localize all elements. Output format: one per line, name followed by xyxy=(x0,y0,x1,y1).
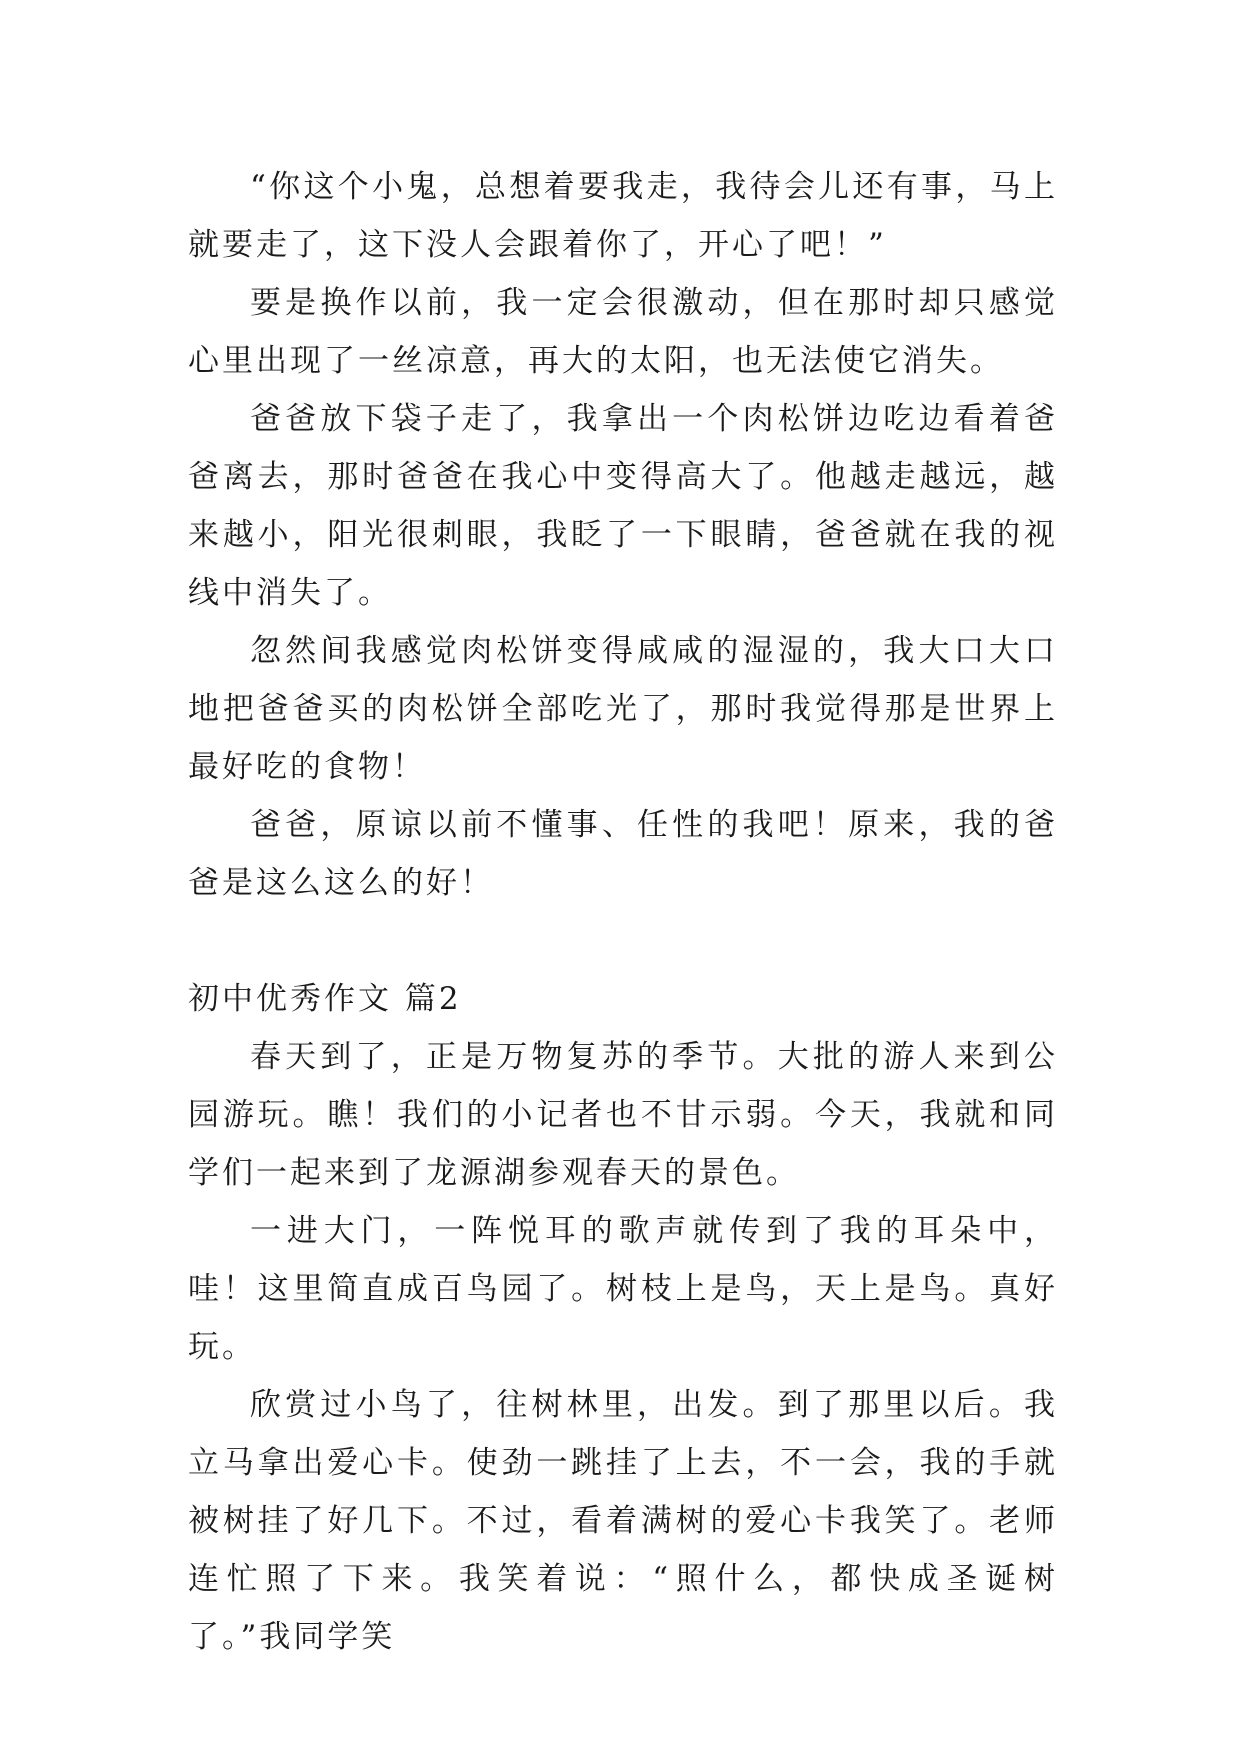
paragraph: 要是换作以前，我一定会很激动，但在那时却只感觉心里出现了一丝凉意，再大的太阳，也无法使它消失。 xyxy=(188,285,1058,379)
paragraph: 忽然间我感觉肉松饼变得咸咸的湿湿的，我大口大口地把爸爸买的肉松饼全部吃光了，那时我觉得那是世界上最好吃的食物！ xyxy=(188,633,1058,785)
paragraph: 欣赏过小鸟了，往树林里，出发。到了那里以后。我立马拿出爱心卡。使劲一跳挂了上去，不一会，我的手就被树挂了好几下。不过，看着满树的爱心卡我笑了。老师连忙照了下来。我笑着说：“照什么，都快成圣诞树了。”我同学笑 xyxy=(188,1387,1058,1655)
paragraph: 爸爸放下袋子走了，我拿出一个肉松饼边吃边看着爸爸离去，那时爸爸在我心中变得高大了。他越走越远，越来越小，阳光很刺眼，我眨了一下眼睛，爸爸就在我的视线中消失了。 xyxy=(188,401,1058,611)
paragraph: “你这个小鬼，总想着要我走，我待会儿还有事，马上就要走了，这下没人会跟着你了，开心了吧！” xyxy=(188,169,1058,263)
document-page xyxy=(188,158,1058,1666)
paragraph: 一进大门，一阵悦耳的歌声就传到了我的耳朵中，哇！这里简直成百鸟园了。树枝上是鸟，天上是鸟。真好玩。 xyxy=(188,1213,1058,1365)
paragraph: 春天到了，正是万物复苏的季节。大批的游人来到公园游玩。瞧！我们的小记者也不甘示弱。今天，我就和同学们一起来到了龙源湖参观春天的景色。 xyxy=(188,1039,1058,1191)
section-title: 初中优秀作文 篇2 xyxy=(188,981,462,1017)
paragraph: 爸爸，原谅以前不懂事、任性的我吧！原来，我的爸爸是这么这么的好！ xyxy=(188,807,1058,901)
